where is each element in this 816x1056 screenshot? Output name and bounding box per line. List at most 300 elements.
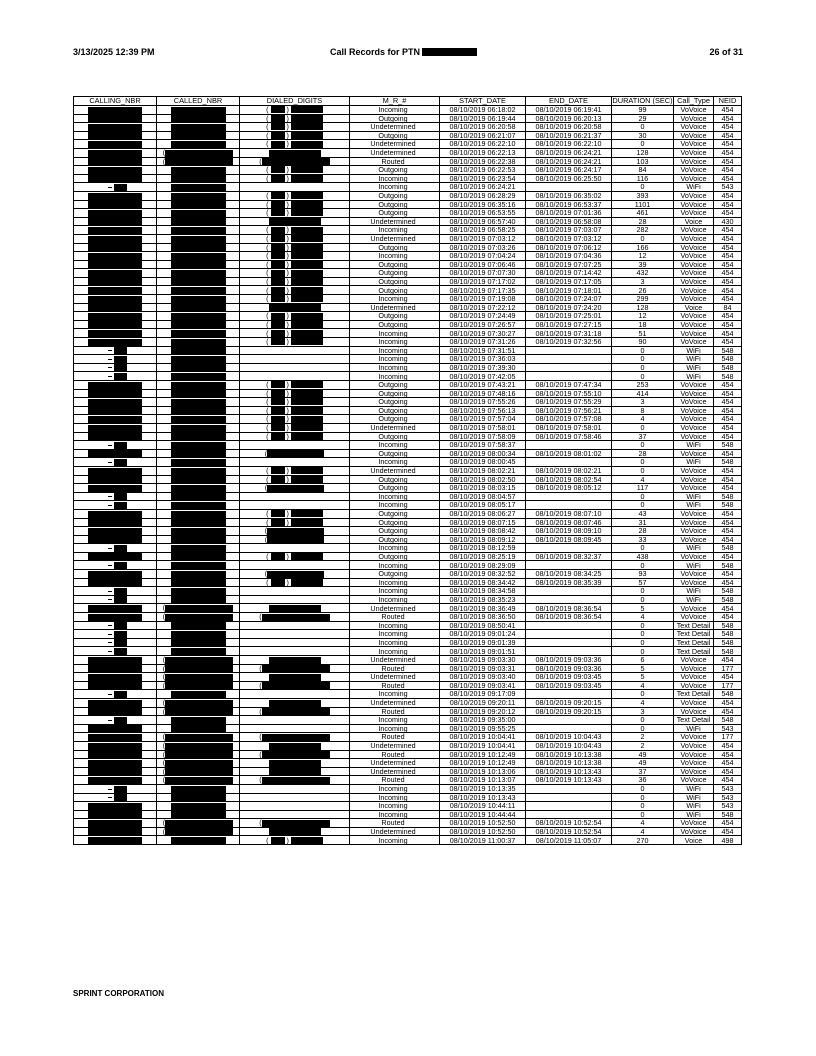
neid-cell: 454 [714, 166, 742, 175]
calling-nbr-cell [74, 200, 157, 209]
redacted-block [171, 588, 226, 595]
redacted-block [171, 639, 226, 646]
mr-cell: Outgoing [350, 406, 440, 415]
calling-nbr-cell [74, 381, 157, 390]
redacted-block [171, 648, 226, 655]
called-nbr-cell [157, 234, 240, 243]
dialed-digits-cell [240, 621, 350, 630]
called-nbr-cell [157, 226, 240, 235]
calling-nbr-cell [74, 604, 157, 613]
redacted-block [291, 381, 323, 388]
redacted-block [88, 657, 142, 664]
call-type-cell: WiFi [674, 724, 714, 733]
called-nbr-cell [157, 527, 240, 536]
redacted-block [269, 828, 321, 835]
mr-cell: Incoming [350, 587, 440, 596]
start-date-cell: 08/10/2019 11:00:37 [440, 836, 526, 845]
paren-glyph: ) [286, 191, 289, 201]
duration-cell: 0 [612, 595, 674, 604]
table-row [74, 286, 742, 295]
mr-cell: Undetermined [350, 303, 440, 312]
end-date-cell [526, 724, 612, 733]
redacted-block [262, 708, 330, 715]
duration-cell: 0 [612, 372, 674, 381]
call-type-cell: VoVoice [674, 123, 714, 132]
redacted-block [171, 193, 226, 200]
calling-nbr-cell [74, 802, 157, 811]
paren-glyph: ( [266, 518, 269, 527]
redacted-block [162, 741, 233, 750]
end-date-cell [526, 183, 612, 192]
paren-glyph: ) [286, 234, 289, 243]
called-nbr-cell [157, 707, 240, 716]
redacted-block [171, 236, 226, 243]
call-type-cell: VoVoice [674, 338, 714, 347]
called-nbr-cell [157, 200, 240, 209]
paren-glyph: ( [266, 234, 269, 243]
duration-cell: 299 [612, 295, 674, 304]
neid-cell: 454 [714, 243, 742, 252]
start-date-cell: 08/10/2019 06:22:38 [440, 157, 526, 166]
dialed-digits-cell [240, 234, 350, 243]
end-date-cell: 08/10/2019 07:55:10 [526, 389, 612, 398]
redacted-block [171, 210, 226, 217]
table-row [74, 681, 742, 690]
calling-nbr-cell [74, 303, 157, 312]
call-type-cell: VoVoice [674, 406, 714, 415]
call-type-cell: WiFi [674, 802, 714, 811]
paren-glyph: ) [286, 552, 289, 561]
duration-cell: 51 [612, 329, 674, 338]
paren-glyph: ) [286, 200, 289, 209]
table-row [74, 613, 742, 622]
called-nbr-cell [157, 441, 240, 450]
redacted-block [291, 201, 323, 208]
end-date-cell: 08/10/2019 09:03:45 [526, 673, 612, 682]
redacted-block [171, 794, 226, 801]
dialed-digits-cell [240, 381, 350, 390]
redacted-block [271, 106, 285, 113]
redacted-block [422, 48, 477, 56]
calling-nbr-cell [74, 784, 157, 793]
neid-cell: 454 [714, 759, 742, 768]
start-date-cell: 08/10/2019 08:36:50 [440, 613, 526, 622]
called-nbr-cell [157, 312, 240, 321]
redacted-block [291, 235, 323, 242]
redacted-block [88, 743, 142, 750]
duration-cell: 0 [612, 630, 674, 639]
paren-glyph: ( [162, 148, 166, 157]
called-nbr-cell [157, 466, 240, 475]
dialed-digits-cell [240, 406, 350, 415]
dialed-digits-cell [240, 656, 350, 665]
called-nbr-cell [157, 209, 240, 218]
calling-nbr-cell [74, 741, 157, 750]
duration-cell: 4 [612, 827, 674, 836]
called-nbr-cell [157, 131, 240, 140]
start-date-cell: 08/10/2019 09:17:09 [440, 690, 526, 699]
table-row [74, 157, 742, 166]
table-row [74, 114, 742, 123]
end-date-cell: 08/10/2019 07:03:12 [526, 234, 612, 243]
dialed-digits-cell [240, 243, 350, 252]
end-date-cell [526, 501, 612, 510]
start-date-cell: 08/10/2019 07:30:27 [440, 329, 526, 338]
called-nbr-cell [157, 174, 240, 183]
paren-glyph: ( [266, 225, 269, 235]
end-date-cell: 08/10/2019 08:09:10 [526, 527, 612, 536]
call-type-cell: VoVoice [674, 578, 714, 587]
redacted-block [171, 528, 226, 535]
table-row [74, 131, 742, 140]
redacted-block [114, 184, 127, 191]
redacted-block [88, 476, 142, 483]
call-type-cell: WiFi [674, 810, 714, 819]
neid-cell: 548 [714, 355, 742, 364]
dialed-digits-cell [240, 793, 350, 802]
table-row [74, 819, 742, 828]
duration-cell: 0 [612, 466, 674, 475]
duration-cell: 3 [612, 398, 674, 407]
called-nbr-cell [157, 114, 240, 123]
report-title-block [330, 47, 477, 57]
redacted-block [88, 158, 142, 165]
table-row [74, 415, 742, 424]
redacted-block [88, 287, 142, 294]
duration-cell: 103 [612, 157, 674, 166]
start-date-cell: 08/10/2019 10:04:41 [440, 741, 526, 750]
paren-glyph: ( [264, 569, 268, 579]
called-nbr-cell [157, 372, 240, 381]
paren-glyph: ) [286, 114, 289, 123]
neid-cell: 498 [714, 836, 742, 845]
neid-cell: 454 [714, 535, 742, 544]
redacted-block [291, 433, 323, 440]
calling-nbr-cell [74, 286, 157, 295]
end-date-cell: 08/10/2019 07:57:08 [526, 415, 612, 424]
col-start-date: START_DATE [440, 97, 526, 106]
mr-cell: Undetermined [350, 217, 440, 226]
duration-cell: 253 [612, 381, 674, 390]
redacted-block [114, 622, 127, 629]
start-date-cell: 08/10/2019 07:56:13 [440, 406, 526, 415]
call-type-cell: VoVoice [674, 174, 714, 183]
redacted-block [171, 553, 226, 560]
paren-glyph: ) [286, 208, 289, 218]
start-date-cell: 08/10/2019 08:36:49 [440, 604, 526, 613]
table-row [74, 320, 742, 329]
call-type-cell: VoVoice [674, 260, 714, 269]
duration-cell: 30 [612, 131, 674, 140]
redacted-block [171, 227, 226, 234]
calling-nbr-cell [74, 827, 157, 836]
duration-cell: 438 [612, 552, 674, 561]
called-nbr-cell [157, 484, 240, 493]
call-type-cell: WiFi [674, 458, 714, 467]
call-type-cell: VoVoice [674, 759, 714, 768]
neid-cell: 454 [714, 329, 742, 338]
called-nbr-cell [157, 157, 240, 166]
redacted-block [88, 339, 142, 346]
called-nbr-cell [157, 303, 240, 312]
calling-nbr-cell [74, 166, 157, 175]
calling-nbr-cell [74, 733, 157, 742]
duration-cell: 4 [612, 475, 674, 484]
mr-cell: Outgoing [350, 484, 440, 493]
calling-nbr-cell [74, 776, 157, 785]
call-type-cell: WiFi [674, 346, 714, 355]
duration-cell: 116 [612, 174, 674, 183]
mr-cell: Incoming [350, 630, 440, 639]
start-date-cell: 08/10/2019 08:12:59 [440, 544, 526, 553]
redacted-block [88, 511, 142, 518]
called-nbr-cell [157, 252, 240, 261]
mr-cell: Incoming [350, 338, 440, 347]
redacted-block [291, 579, 323, 586]
redacted-block [162, 750, 233, 759]
neid-cell: 454 [714, 509, 742, 518]
calling-nbr-cell [74, 123, 157, 132]
paren-glyph: ) [286, 518, 289, 527]
calling-nbr-cell [74, 389, 157, 398]
neid-cell: 454 [714, 613, 742, 622]
call-type-cell: WiFi [674, 561, 714, 570]
neid-cell: 454 [714, 191, 742, 200]
end-date-cell: 08/10/2019 07:31:18 [526, 329, 612, 338]
call-type-cell: VoVoice [674, 750, 714, 759]
end-date-cell: 08/10/2019 08:32:37 [526, 552, 612, 561]
duration-cell: 57 [612, 578, 674, 587]
redacted-block [269, 760, 321, 767]
paren-glyph: ( [162, 664, 166, 673]
redacted-block [88, 399, 142, 406]
call-type-cell: VoVoice [674, 527, 714, 536]
dialed-digits-cell [240, 106, 350, 115]
redacted-block [271, 553, 285, 560]
dialed-digits-cell [240, 286, 350, 295]
dialed-digits-cell [240, 578, 350, 587]
redacted-block [162, 758, 233, 768]
dialed-digits-cell [240, 303, 350, 312]
start-date-cell: 08/10/2019 06:21:07 [440, 131, 526, 140]
paren-glyph: ( [266, 260, 269, 269]
paren-glyph: ( [266, 432, 269, 441]
table-row [74, 363, 742, 372]
redacted-block [262, 682, 330, 689]
call-type-cell: VoVoice [674, 234, 714, 243]
end-date-cell [526, 595, 612, 604]
call-type-cell: Voice [674, 217, 714, 226]
neid-cell: 454 [714, 484, 742, 493]
start-date-cell: 08/10/2019 08:35:23 [440, 595, 526, 604]
paren-glyph: ) [286, 251, 289, 261]
mr-cell: Routed [350, 664, 440, 673]
start-date-cell: 08/10/2019 09:01:24 [440, 630, 526, 639]
paren-glyph: ( [162, 732, 166, 742]
call-type-cell: VoVoice [674, 295, 714, 304]
paren-glyph: ( [266, 208, 269, 218]
redacted-block [271, 407, 285, 414]
calling-nbr-cell [74, 363, 157, 372]
redacted-block [271, 166, 285, 173]
call-type-cell: VoVoice [674, 484, 714, 493]
start-date-cell: 08/10/2019 07:48:16 [440, 389, 526, 398]
start-date-cell: 08/10/2019 08:00:45 [440, 458, 526, 467]
neid-cell: 454 [714, 148, 742, 157]
mr-cell: Outgoing [350, 260, 440, 269]
neid-cell: 548 [714, 561, 742, 570]
mr-cell: Incoming [350, 724, 440, 733]
dialed-digits-cell [240, 827, 350, 836]
call-type-cell: VoVoice [674, 741, 714, 750]
redacted-block [171, 536, 226, 543]
called-nbr-cell [157, 363, 240, 372]
paren-glyph: ( [266, 423, 269, 433]
mr-cell: Undetermined [350, 466, 440, 475]
call-type-cell: VoVoice [674, 552, 714, 561]
call-type-cell: VoVoice [674, 114, 714, 123]
end-date-cell: 08/10/2019 08:34:25 [526, 570, 612, 579]
redacted-block [162, 767, 233, 776]
table-row [74, 630, 742, 639]
end-date-cell: 08/10/2019 06:19:41 [526, 106, 612, 115]
called-nbr-cell [157, 698, 240, 707]
start-date-cell: 08/10/2019 08:02:50 [440, 475, 526, 484]
end-date-cell: 08/10/2019 08:07:10 [526, 509, 612, 518]
dialed-digits-cell [240, 707, 350, 716]
duration-cell: 8 [612, 406, 674, 415]
redacted-block [171, 141, 226, 148]
neid-cell: 454 [714, 174, 742, 183]
redacted-block [88, 528, 142, 535]
redacted-block [88, 278, 142, 285]
end-date-cell: 08/10/2019 06:58:08 [526, 217, 612, 226]
neid-cell: 543 [714, 724, 742, 733]
redacted-block [171, 725, 226, 732]
start-date-cell: 08/10/2019 07:24:49 [440, 312, 526, 321]
redacted-block [171, 442, 226, 449]
called-nbr-cell [157, 741, 240, 750]
calling-nbr-cell [74, 423, 157, 432]
end-date-cell: 08/10/2019 11:05:07 [526, 836, 612, 845]
calling-nbr-cell [74, 338, 157, 347]
call-type-cell: VoVoice [674, 518, 714, 527]
redacted-block [291, 476, 323, 483]
calling-nbr-cell [74, 527, 157, 536]
call-type-cell: VoVoice [674, 698, 714, 707]
calling-nbr-cell [74, 295, 157, 304]
call-type-cell: VoVoice [674, 673, 714, 682]
start-date-cell: 08/10/2019 09:03:40 [440, 673, 526, 682]
end-date-cell: 08/10/2019 09:03:45 [526, 681, 612, 690]
dialed-digits-cell [240, 518, 350, 527]
neid-cell: 548 [714, 492, 742, 501]
called-nbr-cell [157, 827, 240, 836]
col-mr: M_R_# [350, 97, 440, 106]
table-row [74, 355, 742, 364]
paren-glyph: ( [266, 328, 269, 338]
redacted-block [171, 321, 226, 328]
redacted-block [88, 468, 142, 475]
dialed-digits-cell [240, 561, 350, 570]
redacted-block [271, 837, 285, 844]
called-nbr-cell [157, 595, 240, 604]
dialed-digits-cell [240, 252, 350, 261]
redacted-block [88, 150, 142, 157]
mr-cell: Incoming [350, 561, 440, 570]
neid-cell: 454 [714, 389, 742, 398]
redacted-block [171, 356, 226, 363]
mr-cell: Incoming [350, 647, 440, 656]
call-type-cell: VoVoice [674, 269, 714, 278]
paren-glyph: ) [286, 578, 289, 587]
start-date-cell: 08/10/2019 06:57:40 [440, 217, 526, 226]
redacted-block [171, 261, 226, 268]
redacted-block [114, 786, 127, 793]
call-type-cell: Text Detail [674, 638, 714, 647]
redacted-block [171, 347, 226, 354]
end-date-cell: 08/10/2019 09:20:15 [526, 707, 612, 716]
mr-cell: Undetermined [350, 604, 440, 613]
start-date-cell: 08/10/2019 06:22:53 [440, 166, 526, 175]
redacted-block [291, 390, 323, 397]
neid-cell: 548 [714, 647, 742, 656]
duration-cell: 12 [612, 252, 674, 261]
redacted-block [171, 107, 226, 114]
redacted-block [291, 227, 323, 234]
col-dialed-digits: DIALED_DIGITS [240, 97, 350, 106]
paren-glyph: ( [266, 414, 269, 424]
neid-cell: 454 [714, 312, 742, 321]
paren-glyph: ( [266, 337, 269, 347]
end-date-cell: 08/10/2019 08:02:21 [526, 466, 612, 475]
calling-nbr-cell [74, 561, 157, 570]
call-type-cell: WiFi [674, 793, 714, 802]
neid-cell: 454 [714, 131, 742, 140]
called-nbr-cell [157, 819, 240, 828]
start-date-cell: 08/10/2019 08:02:21 [440, 466, 526, 475]
paren-glyph: ) [286, 466, 289, 476]
paren-glyph: ( [266, 552, 269, 561]
duration-cell: 12 [612, 312, 674, 321]
duration-cell: 0 [612, 544, 674, 553]
paren-glyph: ( [266, 320, 269, 329]
mr-cell: Undetermined [350, 423, 440, 432]
calling-nbr-cell [74, 552, 157, 561]
duration-cell: 39 [612, 260, 674, 269]
mr-cell: Outgoing [350, 449, 440, 458]
start-date-cell: 08/10/2019 07:58:01 [440, 423, 526, 432]
redacted-block [269, 674, 321, 681]
redacted-block [291, 519, 323, 526]
duration-cell: 2 [612, 741, 674, 750]
call-type-cell: VoVoice [674, 707, 714, 716]
call-type-cell: Text Detail [674, 647, 714, 656]
call-type-cell: VoVoice [674, 286, 714, 295]
calling-nbr-cell [74, 810, 157, 819]
redacted-block [88, 321, 142, 328]
start-date-cell: 08/10/2019 09:01:51 [440, 647, 526, 656]
calling-nbr-cell [74, 767, 157, 776]
neid-cell: 430 [714, 217, 742, 226]
table-row [74, 595, 742, 604]
redacted-block [291, 270, 323, 277]
neid-cell: 548 [714, 690, 742, 699]
dialed-digits-cell [240, 329, 350, 338]
redacted-block [291, 261, 323, 268]
redacted-block [271, 209, 285, 216]
end-date-cell: 08/10/2019 10:52:54 [526, 819, 612, 828]
